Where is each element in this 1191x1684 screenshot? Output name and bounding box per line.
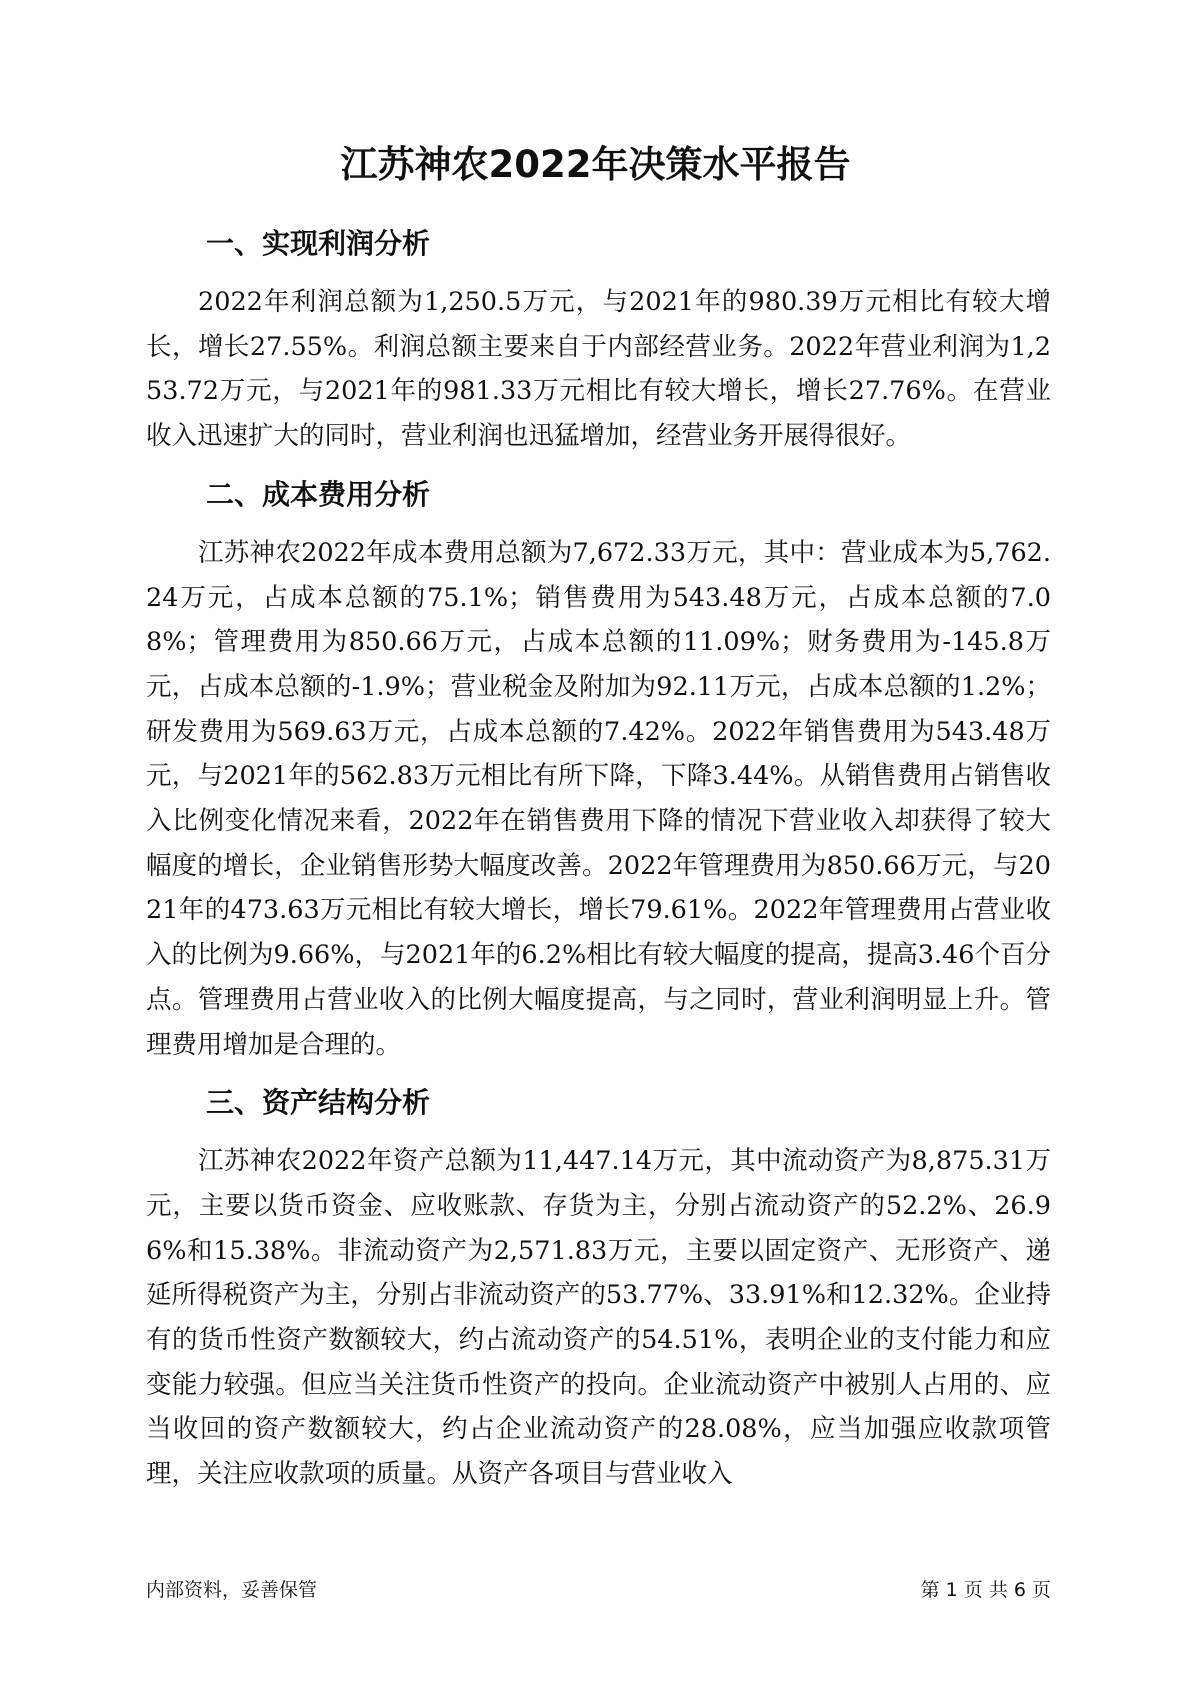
footer-page-number: 第 1 页 共 6 页 xyxy=(920,1579,1051,1601)
section-paragraph-profit: 2022年利润总额为1,250.5万元，与2021年的980.39万元相比有较大增长，增长27.55%。利润总额主要来自于内部经营业务。2022年营业利润为1,253.72万元，与2021年的981.33万元相比有较大增长，增长27.76%。在营业收入迅速扩大的同时，营业利润也迅猛增加，经营业务开展得很好。 xyxy=(146,287,1051,452)
section-heading-assets: 三、资产结构分析 xyxy=(206,1086,431,1120)
section-paragraph-cost: 江苏神农2022年成本费用总额为7,672.33万元，其中：营业成本为5,762.24万元，占成本总额的75.1%；销售费用为543.48万元，占成本总额的7.08%；管理费用为850.66万元，占成本总额的11.09%；财务费用为-145.8万元，占成本总额的-1.9%；营业税金及附加为92.11万元，占成本总额的1.2%；研发费用为569.63万元，占成本总额的7.42%。2022年销售费用为543.48万元，与2021年的562.83万元相比有所下降，下降3.44%。从销售费用占销售收入比例变化情况来看，2022年在销售费用下降的情况下营业收入却获得了较大幅度的增长，企业销售形势大幅度改善。2022年管理费用为850.66万元，与2021年的473.63万元相比有较大增长，增长79.61%。2022年管理费用占营业收入的比例为9.66%，与2021年的6.2%相比有较大幅度的提高，提高3.46个百分点。管理费用占营业收入的比例大幅度提高，与之同时，营业利润明显上升。管理费用增加是合理的。 xyxy=(146,537,1051,1060)
document-body xyxy=(146,224,1051,1513)
footer-confidential-note: 内部资料，妥善保管 xyxy=(146,1579,318,1601)
section-heading-profit: 一、实现利润分析 xyxy=(206,227,431,260)
section-paragraph-assets: 江苏神农2022年资产总额为11,447.14万元，其中流动资产为8,875.31万元，主要以货币资金、应收账款、存货为主，分别占流动资产的52.2%、26.96%和15.38%。非流动资产为2,571.83万元，主要以固定资产、无形资产、递延所得税资产为主，分别占非流动资产的53.77%、33.91%和12.32%。企业持有的货币性资产数额较大，约占流动资产的54.51%，表明企业的支付能力和应变能力较强。但应当关注货币性资产的投向。企业流动资产中被别人占用的、应当收回的资产数额较大，约占企业流动资产的28.08%，应当加强应收款项管理，关注应收款项的质量。从资产各项目与营业收入 xyxy=(146,1146,1051,1490)
page-title: 江苏神农2022年决策水平报告 xyxy=(340,143,851,186)
section-heading-cost: 二、成本费用分析 xyxy=(206,477,431,511)
